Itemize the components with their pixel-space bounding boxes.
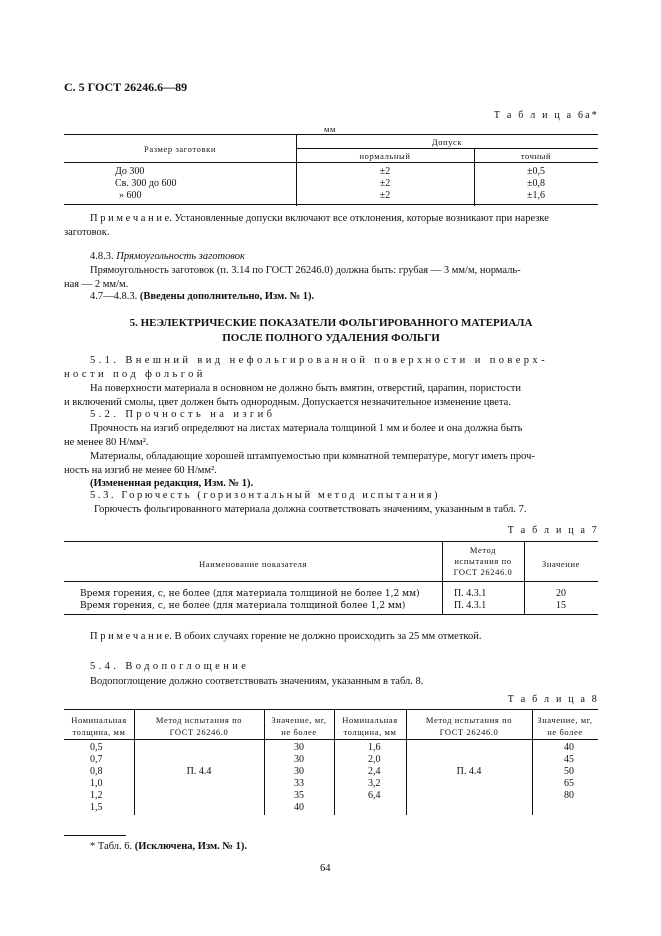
table-8-value: 30 — [294, 742, 304, 753]
header-line: толщина, мм — [343, 727, 397, 737]
table-7-value: 20 — [556, 588, 566, 599]
table-row — [115, 166, 176, 202]
table-8-top-border — [64, 709, 598, 710]
table-8-col-thickness — [64, 714, 134, 738]
table-6a-caption: Т а б л и ц а 6а* — [493, 110, 599, 121]
table-8-left-thickness — [90, 742, 103, 814]
header-line: не более — [547, 727, 583, 737]
table-6a-unit: мм — [324, 124, 336, 134]
paragraph-text: и включений смолы, цвет должен быть однородным. Допускается незначительное изменение цвета. — [64, 397, 511, 408]
footnote-rule — [64, 835, 126, 836]
note-text: Установленные допуски включают все отклонения, которые возникают при нарезке — [174, 213, 549, 224]
table-8-right-thickness — [368, 742, 381, 802]
paragraph-text: Водопоглощение должно соответствовать значениям, указанным в табл. 8. — [90, 676, 424, 687]
footnote-text: * Табл. 6. — [90, 841, 133, 852]
header-line: Номинальная — [342, 715, 398, 725]
table-7-col-method — [442, 545, 524, 578]
amendment-note — [90, 290, 314, 304]
table-8-right-values — [564, 742, 574, 802]
header-line: Метод — [469, 545, 497, 555]
table-8-value: 45 — [564, 754, 574, 765]
paragraph-text: Прочность на изгиб определяют на листах материала толщиной 1 мм и более и она должна быть — [90, 423, 523, 434]
table-6a-col-size: Размер заготовки — [144, 144, 216, 154]
paragraph-text: Прямоугольность заготовок (п. 3.14 по ГОСТ 26246.0) должна быть: грубая — 3 мм/м, нормаль- — [90, 265, 521, 276]
table-8-header-bottom — [64, 739, 598, 740]
table-6a-normal: ±2 — [379, 178, 391, 189]
note-label: П р и м е ч а н и е. — [90, 631, 172, 642]
table-8-value: 50 — [564, 766, 574, 777]
footnote-amendment: (Исключена, Изм. № 1). — [134, 841, 247, 852]
table-7-col-name: Наименование показателя — [198, 559, 307, 569]
table-8-thickness: 1,2 — [90, 790, 103, 801]
table-8-method-right: П. 4.4 — [456, 766, 482, 777]
table-8-col-thickness-2 — [334, 714, 406, 738]
table-7-values — [524, 588, 598, 612]
table-8-value: 40 — [294, 802, 304, 813]
table-6a-normal: ±2 — [379, 166, 391, 177]
table-6a-line — [296, 148, 598, 149]
table-7-note — [90, 630, 481, 644]
note-label: П р и м е ч а н и е. — [90, 213, 172, 224]
table-7-col-value: Значение — [542, 559, 580, 569]
table-6a-normal: ±2 — [379, 190, 391, 201]
table-6a-precise-values — [474, 166, 598, 202]
header-line: ГОСТ 26246.0 — [169, 727, 229, 737]
footnote — [90, 840, 247, 854]
paragraph-text: На поверхности материала в основном не должно быть вмятин, отверстий, царапин, пористости — [90, 383, 522, 394]
table-6a-size: До 300 — [115, 166, 145, 177]
header-line: Значение, мг, — [271, 715, 327, 725]
table-7-top-border — [64, 541, 598, 542]
table-7-names — [80, 588, 420, 612]
table-7-bottom-border — [64, 614, 598, 615]
table-8-thickness: 3,2 — [368, 778, 381, 789]
table-row: Время горения, с, не более (для материала толщиной более 1,2 мм) — [80, 601, 406, 611]
table-8-value: 35 — [294, 790, 304, 801]
amendment-note: (Измененная редакция, Изм. № 1). — [90, 478, 254, 489]
table-8-value: 30 — [294, 766, 304, 777]
table-6a-header-bottom — [64, 162, 598, 163]
table-8-caption: Т а б л и ц а 8 — [507, 694, 599, 705]
paragraph-text: не менее 80 Н/мм². — [64, 437, 149, 448]
subsection-5-2-heading: 5.2. Прочность на изгиб — [90, 409, 276, 420]
table-8-left-values — [294, 742, 304, 814]
header-line: Метод испытания по — [425, 715, 513, 725]
table-8-thickness: 0,8 — [90, 766, 103, 777]
section-title: 5. НЕЭЛЕКТРИЧЕСКИЕ ПОКАЗАТЕЛИ ФОЛЬГИРОВАННОГО МАТЕРИАЛА — [129, 317, 533, 329]
table-8-thickness: 1,6 — [368, 742, 381, 753]
table-6a-note-cont: заготовок. — [64, 227, 110, 238]
table-8-thickness: 1,5 — [90, 802, 103, 813]
table-6a-col-normal: нормальный — [359, 151, 411, 161]
header-line: Номинальная — [71, 715, 127, 725]
table-8-col-value-2 — [532, 714, 598, 738]
table-7-value: 15 — [556, 600, 566, 611]
header-line: ГОСТ 26246.0 — [439, 727, 499, 737]
page-header: С. 5 ГОСТ 26246.6—89 — [64, 80, 188, 94]
paragraph-text: ность на изгиб не менее 60 Н/мм². — [64, 465, 217, 476]
header-line: толщина, мм — [72, 727, 126, 737]
table-6a-precise: ±0,5 — [527, 166, 545, 177]
paragraph-text: ная — 2 мм/м. — [64, 279, 129, 290]
table-6a-col-tolerance: Допуск — [431, 137, 463, 147]
header-line: Метод испытания по — [155, 715, 243, 725]
table-8-value: 80 — [564, 790, 574, 801]
table-6a-top-border — [64, 134, 598, 135]
header-line: Значение, мг, — [537, 715, 593, 725]
section-title-cont: ПОСЛЕ ПОЛНОГО УДАЛЕНИЯ ФОЛЬГИ — [222, 332, 440, 344]
table-7-caption: Т а б л и ц а 7 — [507, 525, 599, 536]
table-8-thickness: 1,0 — [90, 778, 103, 789]
table-8-method-left: П. 4.4 — [186, 766, 212, 777]
table-8-col-value — [264, 714, 334, 738]
table-6a-precise: ±0,8 — [527, 178, 545, 189]
table-8-thickness: 2,0 — [368, 754, 381, 765]
table-7-method: П. 4.3.1 — [454, 600, 487, 611]
table-8-col-method — [134, 714, 264, 738]
subsection-5-1-heading-cont: ности под фольгой — [64, 369, 206, 380]
header-line: не более — [281, 727, 317, 737]
paragraph-title: Прямоугольность заготовок — [116, 251, 245, 262]
table-7-method: П. 4.3.1 — [454, 588, 487, 599]
table-8-value: 65 — [564, 778, 574, 789]
table-8-thickness: 0,5 — [90, 742, 103, 753]
table-6a-note — [90, 212, 610, 226]
paragraph-4-8-3-title — [90, 250, 245, 264]
table-8-value: 33 — [294, 778, 304, 789]
subsection-5-3-heading: 5.3. Горючесть (горизонтальный метод испытания) — [90, 490, 441, 501]
table-6a-precise: ±1,6 — [527, 190, 545, 201]
table-8-thickness: 0,7 — [90, 754, 103, 765]
table-8-col-method-2 — [406, 714, 532, 738]
page-number: 64 — [320, 863, 331, 874]
header-line: ГОСТ 26246.0 — [453, 567, 513, 577]
table-6a-bottom-border — [64, 204, 598, 205]
paragraph-text: Горючесть фольгированного материала должна соответствовать значениям, указанным в табл. 7. — [94, 504, 527, 515]
table-8-thickness: 2,4 — [368, 766, 381, 777]
table-8-thickness: 6,4 — [368, 790, 381, 801]
amendment-range: 4.7—4.8.3. — [90, 291, 138, 302]
table-7-header-bottom — [64, 581, 598, 582]
subsection-5-4-heading: 5.4. Водопоглощение — [90, 661, 250, 672]
table-row: Время горения, с, не более (для материала толщиной не более 1,2 мм) — [80, 589, 420, 599]
table-6a-size: » 600 — [119, 190, 142, 201]
table-7-methods — [454, 588, 486, 612]
paragraph-number: 4.8.3. — [90, 251, 114, 262]
paragraph-text: Материалы, обладающие хорошей штампуемостью при комнатной температуре, могут иметь проч- — [90, 451, 535, 462]
table-6a-size: Св. 300 до 600 — [115, 178, 177, 189]
amendment-text: (Введены дополнительно, Изм. № 1). — [139, 291, 315, 302]
header-line: испытания по — [454, 556, 512, 566]
table-6a-col-precise: точный — [520, 151, 552, 161]
table-6a-normal-values — [296, 166, 474, 202]
subsection-5-1-heading: 5.1. Внешний вид нефольгированной поверхности и поверх- — [90, 355, 548, 366]
table-8-value: 40 — [564, 742, 574, 753]
note-text: В обоих случаях горение не должно происходить за 25 мм отметкой. — [174, 631, 482, 642]
table-8-value: 30 — [294, 754, 304, 765]
